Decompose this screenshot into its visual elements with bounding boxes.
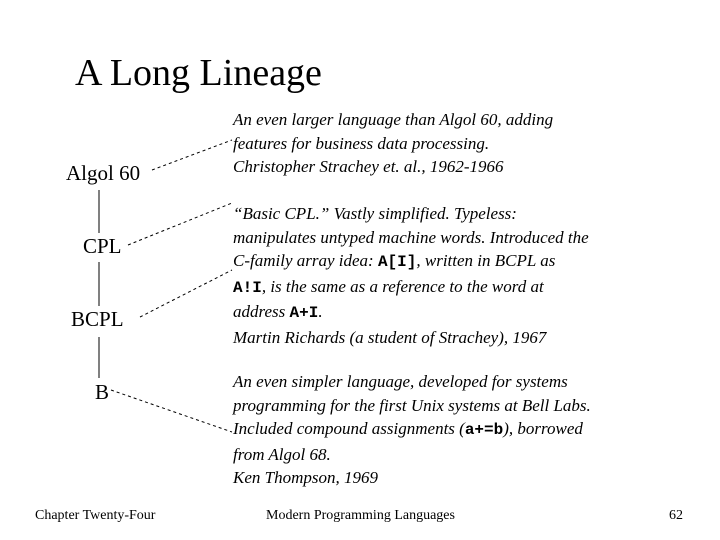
footer-book-title: Modern Programming Languages — [266, 508, 455, 523]
lineage-bcpl: BCPL — [71, 307, 124, 331]
desc-line — [233, 300, 673, 326]
desc-text: ), borrowed — [503, 419, 583, 438]
desc-line: Ken Thompson, 1969 — [233, 468, 378, 487]
desc-text: Included compound assignments ( — [233, 419, 465, 438]
desc-line: Christopher Strachey et. al., 1962-1966 — [233, 157, 504, 176]
desc-line: An even simpler language, developed for systems — [233, 372, 568, 391]
pointer-b-desc — [111, 390, 232, 432]
b-description — [233, 370, 673, 490]
desc-line: features for business data processing. — [233, 133, 490, 153]
desc-text: , is the same as a reference to the word at — [261, 276, 544, 296]
desc-line — [233, 275, 673, 301]
cpl-bcpl-description — [233, 202, 673, 349]
pointer-bcpl-desc — [140, 270, 232, 317]
desc-line: programming for the first Unix systems at Bell Labs. — [233, 395, 591, 415]
code-snippet: A+I — [289, 304, 319, 322]
desc-line: from Algol 68. — [233, 444, 331, 464]
desc-text: address — [233, 302, 290, 321]
desc-text: , written in BCPL as — [416, 251, 556, 270]
lineage-b: B — [95, 380, 110, 404]
desc-line: An even larger language than Algol 60, adding — [233, 110, 554, 129]
desc-line — [233, 249, 673, 275]
lineage-cpl: CPL — [83, 234, 122, 258]
pointer-cpl-desc — [128, 203, 232, 245]
code-snippet: a+=b — [464, 421, 504, 439]
desc-line: manipulates untyped machine words. Introduced the — [233, 227, 589, 247]
desc-text: C-family array idea: — [233, 251, 378, 270]
desc-line: “Basic CPL.” Vastly simplified. Typeless: — [233, 204, 517, 223]
desc-text: . — [318, 302, 323, 321]
lineage-algol-60: Algol 60 — [66, 161, 141, 185]
pointer-algol-desc — [152, 140, 232, 170]
slide-title: A Long Lineage — [75, 52, 322, 94]
code-snippet: A!I — [233, 278, 262, 297]
desc-line: Martin Richards (a student of Strachey), 1967 — [233, 327, 547, 347]
footer-chapter: Chapter Twenty-Four — [35, 508, 156, 523]
code-snippet: A[I] — [377, 253, 417, 271]
footer-page-number: 62 — [669, 508, 683, 523]
algol-60-description — [233, 108, 673, 179]
desc-line — [233, 417, 673, 443]
